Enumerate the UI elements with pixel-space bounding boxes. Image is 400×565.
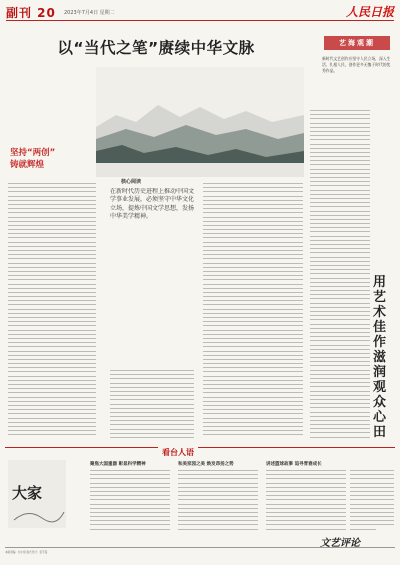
bottom-column-1 (90, 470, 170, 532)
subhead-1: 聚焦大国重器 彰显科学精神 (90, 462, 146, 467)
right-column-text (310, 110, 370, 438)
body-column-3 (203, 183, 303, 438)
lead-paragraph: 在新时代历史进程上推动中国文学事业发展，必须坚守中华文化立场，提炼中国文学思想，发扬中华美学精神。 (110, 188, 194, 220)
subhead-2: 和美家园之美 焕发昂扬之势 (178, 462, 234, 467)
footer: 本版责编：付小悦 版式设计：张芳曼 (5, 547, 395, 554)
subhead-3: 讲述篮球故事 追寻青春成长 (266, 462, 322, 467)
pull-quote: 坚持“两创” 铸就辉煌 (10, 148, 56, 170)
column-title: 用艺术佳作滋润观众心田 (373, 275, 387, 440)
paper-logo: 人民日报 (345, 5, 394, 19)
bottom-column-4 (350, 470, 394, 530)
masthead (6, 4, 394, 21)
section-divider (5, 447, 395, 448)
landscape-painting (96, 67, 304, 177)
main-headline: 以“当代之笔”赓续中华文脉 (57, 39, 255, 57)
lead-title: 核心阅读 (121, 179, 142, 185)
left-column-text (8, 183, 96, 438)
calligraphy-text: 大家 (12, 484, 43, 502)
issue-date: 2023年7月4日 星期二 (64, 10, 115, 16)
column-intro: 新时代文艺创作应坚守人民立场，深入生活、扎根人民，创作更多无愧于时代的优秀作品。 (322, 56, 391, 73)
see-section-label: 看台人语 (158, 447, 198, 458)
section-label: 副刊 20 (6, 6, 56, 20)
body-column-2 (110, 370, 194, 438)
critique-logo: 文艺评论 (320, 538, 360, 549)
bottom-column-3 (266, 470, 346, 532)
column-header: 艺海观潮 (324, 36, 390, 50)
bottom-column-2 (178, 470, 258, 532)
